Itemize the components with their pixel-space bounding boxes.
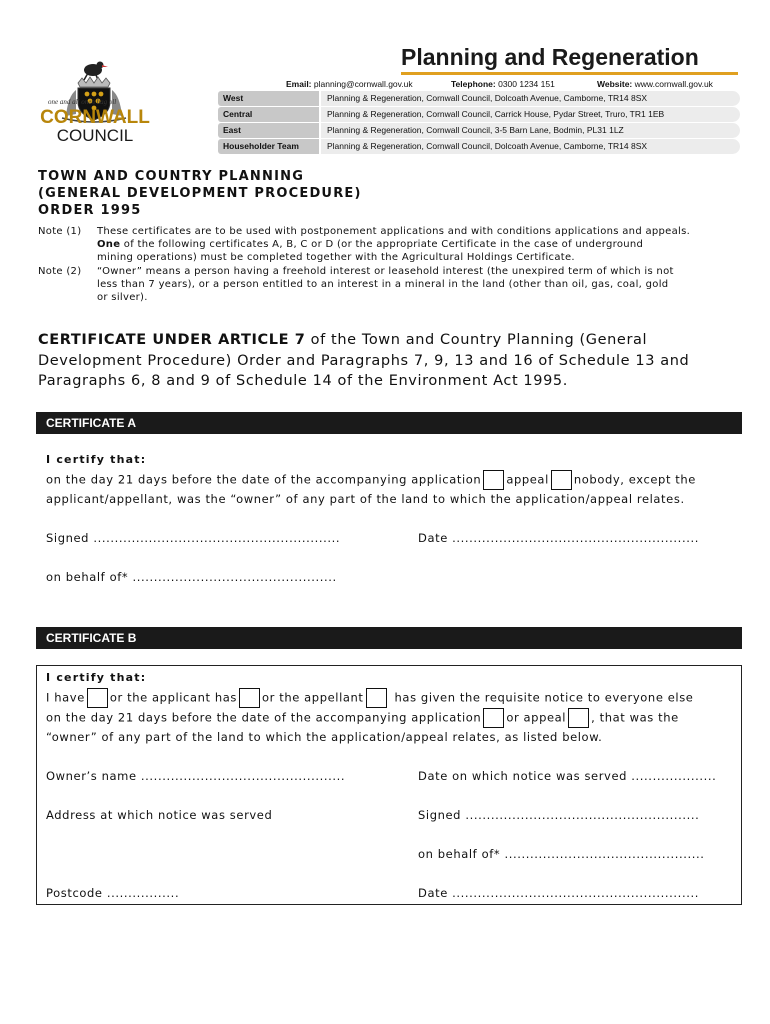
office-name: West [218,91,319,106]
document-title [38,168,362,219]
title-line3: ORDER 1995 [38,203,142,218]
contact-phone [451,79,555,89]
text: appeal [506,472,549,487]
department-title: Planning and Regeneration [401,44,699,70]
appeal-checkbox[interactable] [551,470,572,490]
appellant-checkbox[interactable] [366,688,387,708]
date-notice-served-field[interactable]: Date on which notice was served .................... [418,769,717,783]
text: or the appellant [262,690,364,705]
office-row-west [218,91,740,106]
appeal-checkbox[interactable] [568,708,589,728]
web-label: Website: [597,79,633,89]
certificate-b-line3: “owner” of any part of the land to which the application/appeal relates, as listed below. [46,730,603,744]
text: I have [46,690,85,705]
applicant-has-checkbox[interactable] [239,688,260,708]
office-row-central [218,107,740,122]
office-address: Planning & Regeneration, Cornwall Council, Dolcoath Avenue, Camborne, TR14 8SX [321,139,740,154]
note-text: “Owner” means a person having a freehold interest or leasehold interest (the unexpired term of which is not [97,265,674,277]
heading-line3: Paragraphs 6, 8 and 9 of Schedule 14 of the Environment Act 1995. [38,373,568,389]
phone-label: Telephone: [451,79,496,89]
email-label: Email: [286,79,312,89]
certificate-a-date-field[interactable]: Date .......................................................... [418,531,699,545]
department-rule [401,72,738,75]
note-1 [38,225,758,265]
heading-line1 [38,330,748,351]
logo-line1: CORNWALL [40,107,150,128]
postcode-field[interactable]: Postcode ................. [46,886,180,900]
note-label: Note (2) [38,265,82,277]
text: on the day 21 days before the date of the accompanying application [46,710,482,725]
text: nobody, except the [573,472,696,487]
office-address: Planning & Regeneration, Cornwall Council, Carrick House, Pydar Street, Truro, TR1 1EB [321,107,740,122]
heading-rest: of the Town and Country Planning (General [305,332,648,348]
certificate-b-line2 [46,708,679,728]
office-name: Central [218,107,319,122]
heading-line2: Development Procedure) Order and Paragraphs 7, 9, 13 and 16 of Schedule 13 and [38,352,690,369]
certificate-a-on-behalf-field[interactable]: on behalf of* ................................................ [46,570,337,584]
logo-line2: COUNCIL [56,126,134,145]
certificate-b-on-behalf-field[interactable]: on behalf of* ............................................... [418,847,705,861]
certificate-b-line1 [46,688,694,708]
text: or appeal [506,710,567,725]
heading-bold: CERTIFICATE UNDER ARTICLE 7 [38,332,306,348]
note-text: mining operations) must be completed together with the Agricultural Holdings Certificate. [97,252,575,264]
certificate-b-date-field[interactable]: Date .......................................................... [418,886,699,900]
email-value: planning@cornwall.gov.uk [313,79,413,89]
application-checkbox[interactable] [483,470,504,490]
note-2 [38,265,758,305]
text: , that was the [591,710,679,725]
office-address: Planning & Regeneration, Cornwall Council, Dolcoath Avenue, Camborne, TR14 8SX [321,91,740,106]
owners-name-field[interactable]: Owner’s name ................................................ [46,769,346,783]
note-text [97,238,758,251]
title-line2: (GENERAL DEVELOPMENT PROCEDURE) [38,186,362,201]
note-text: or silver). [97,292,148,304]
i-have-checkbox[interactable] [87,688,108,708]
office-row-householder [218,139,740,154]
certificate-b-signed-field[interactable]: Signed ....................................................... [418,808,700,822]
note-text: less than 7 years), or a person entitled to an interest in a mineral in the land (other than oil, gas, coal, gold [97,278,669,290]
text: on the day 21 days before the date of the accompanying application [46,472,482,487]
address-notice-served-field[interactable]: Address at which notice was served [46,808,273,822]
certificate-a-line2: applicant/appellant, was the “owner” of any part of the land to which the application/appeal relates. [46,492,685,506]
contact-website [597,79,713,89]
application-checkbox[interactable] [483,708,504,728]
text: or the applicant has [109,690,238,705]
office-name: Householder Team [218,139,319,154]
note-emphasis: One [97,239,121,251]
note-text: These certificates are to be used with postponement applications and with conditions applications and appeals. [97,226,691,237]
note-label: Note (1) [38,226,82,237]
certificate-a-header: CERTIFICATE A [36,412,742,434]
notes [38,225,758,304]
logo-wordmark [40,108,150,145]
certificate-heading [38,330,748,392]
note-text-rest: of the following certificates A, B, C or D (or the appropriate Certificate in the case of underground [120,239,644,251]
logo-motto: one and all onen hag oll [48,98,117,106]
web-value: www.cornwall.gov.uk [634,79,713,89]
certificate-b-certify: I certify that: [46,671,147,684]
text: has given the requisite notice to everyone else [394,690,694,705]
office-name: East [218,123,319,138]
phone-value: 0300 1234 151 [498,79,555,89]
office-row-east [218,123,740,138]
office-address: Planning & Regeneration, Cornwall Council, 3-5 Barn Lane, Bodmin, PL31 1LZ [321,123,740,138]
certificate-a-signed-field[interactable]: Signed .......................................................... [46,531,341,545]
certificate-a-line1 [46,470,696,490]
contact-email [286,79,413,89]
title-line1: TOWN AND COUNTRY PLANNING [38,169,305,184]
certificate-b-header: CERTIFICATE B [36,627,742,649]
certificate-a-certify: I certify that: [46,453,147,466]
